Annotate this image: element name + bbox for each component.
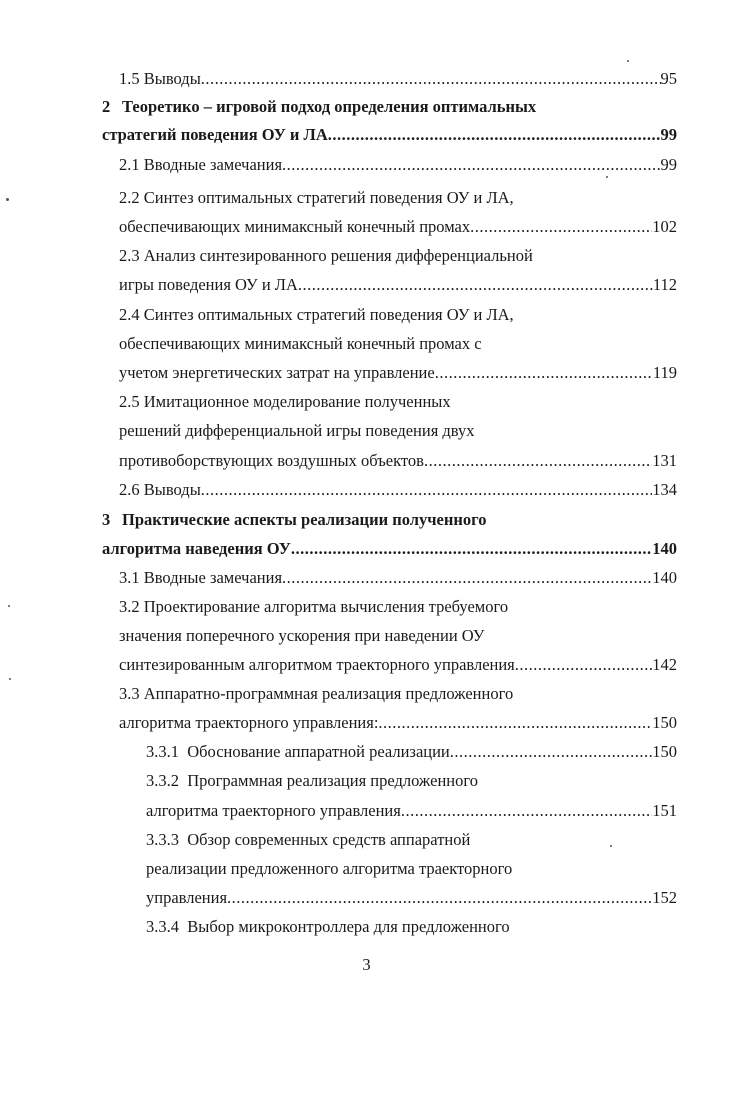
toc-leader-dots	[282, 563, 652, 593]
toc-entry-title: алгоритма траекторного управления	[146, 801, 401, 820]
toc-leader-dots	[401, 796, 652, 826]
toc-leader-dots	[227, 883, 652, 913]
toc-entry-title: 3.3.2 Программная реализация предложенного	[146, 771, 478, 790]
toc-entry-line	[119, 300, 677, 330]
toc-entry	[119, 708, 677, 738]
toc-chapter-number: 3	[102, 510, 111, 529]
toc-entry-line	[119, 183, 677, 213]
toc-leader-dots	[201, 475, 652, 505]
toc-entry-title: противоборствующих воздушных объектов	[119, 451, 424, 470]
toc-entry-title: алгоритма траекторного управления:	[119, 713, 379, 732]
toc-entry-page: 134	[652, 480, 677, 499]
toc-entry-line	[119, 592, 677, 622]
toc-entry	[146, 796, 677, 826]
toc-leader-dots	[515, 650, 652, 680]
scan-speck	[9, 678, 11, 680]
toc-entry	[146, 883, 677, 913]
toc-entry-page: 119	[652, 363, 677, 382]
scan-speck	[6, 198, 9, 201]
toc-entry	[119, 150, 677, 180]
toc-entry-page: 99	[660, 125, 677, 144]
toc-chapter-number: 2	[102, 97, 111, 116]
toc-leader-dots	[298, 270, 653, 300]
toc-entry-title: 3.1 Вводные замечания	[119, 568, 283, 587]
toc-leader-dots	[201, 64, 661, 94]
toc-entry-line	[119, 416, 677, 446]
toc-entry	[102, 120, 677, 150]
toc-leader-dots	[282, 150, 660, 180]
toc-entry-line	[146, 766, 677, 796]
toc-entry-title: 3.3 Аппаратно-программная реализация предложенного	[119, 684, 514, 703]
toc-entry-page: 102	[652, 217, 677, 236]
toc-entry-title: 2.3 Анализ синтезированного решения дифференциальной	[119, 246, 533, 265]
toc-entry	[119, 270, 677, 300]
toc-entry	[119, 64, 677, 94]
page-number: 3	[362, 955, 371, 974]
toc-entry-title: значения поперечного ускорения при наведении ОУ	[119, 626, 485, 645]
toc-entry-title: 1.5 Выводы	[119, 69, 201, 88]
toc-entry	[119, 358, 677, 388]
toc-entry	[119, 563, 677, 593]
toc-entry-line	[119, 679, 677, 709]
toc-entry-title: 3.2 Проектирование алгоритма вычисления требуемого	[119, 597, 509, 616]
toc-entry-line	[146, 854, 677, 884]
toc-leader-dots	[470, 212, 652, 242]
toc-entry-title: 3.3.1 Обоснование аппаратной реализации	[146, 742, 450, 761]
toc-entry-title: обеспечивающих минимаксный конечный промах	[119, 217, 471, 236]
toc-leader-dots	[450, 737, 652, 767]
toc-entry-page: 112	[652, 275, 677, 294]
toc-entry-title: учетом энергетических затрат на управление	[119, 363, 435, 382]
scan-speck	[610, 845, 612, 847]
toc-entry-line	[119, 387, 677, 417]
toc-entry	[119, 475, 677, 505]
toc-entry-title: 2.6 Выводы	[119, 480, 201, 499]
toc-entry-page: 131	[652, 451, 677, 470]
toc-entry	[119, 212, 677, 242]
toc-chapter-heading	[102, 92, 677, 122]
toc-entry	[146, 737, 677, 767]
scan-speck	[627, 60, 629, 62]
toc-entry-page: 95	[660, 69, 677, 88]
toc-entry-title: обеспечивающих минимаксный конечный промах с	[119, 334, 482, 353]
toc-leader-dots	[378, 708, 652, 738]
toc-entry-title: 2.2 Синтез оптимальных стратегий поведения ОУ и ЛА,	[119, 188, 514, 207]
toc-entry-line	[146, 825, 677, 855]
toc-entry	[119, 650, 677, 680]
toc-entry-title: 3.3.4 Выбор микроконтроллера для предложенного	[146, 917, 510, 936]
scan-speck	[606, 176, 608, 178]
toc-leader-dots	[328, 120, 661, 150]
toc-entry	[119, 446, 677, 476]
toc-entry-title: реализации предложенного алгоритма траекторного	[146, 859, 513, 878]
toc-entry-page: 150	[652, 742, 677, 761]
toc-entry-page: 140	[652, 539, 677, 558]
toc-entry-page: 140	[652, 568, 677, 587]
toc-entry-title: 3.3.3 Обзор современных средств аппаратной	[146, 830, 471, 849]
toc-entry-page: 99	[660, 155, 677, 174]
toc-entry-title: алгоритма наведения ОУ	[102, 539, 291, 558]
scan-speck	[8, 605, 10, 607]
toc-leader-dots	[435, 358, 653, 388]
toc-chapter-heading	[102, 505, 677, 535]
toc-entry-title: управления	[146, 888, 228, 907]
toc-entry-page: 151	[652, 801, 677, 820]
toc-entry-title: 2.5 Имитационное моделирование полученных	[119, 392, 451, 411]
toc-entry-title: Практические аспекты реализации полученного	[122, 510, 487, 529]
toc-entry-title: синтезированным алгоритмом траекторного управления	[119, 655, 515, 674]
toc-entry-title: игры поведения ОУ и ЛА	[119, 275, 298, 294]
toc-entry-title: Теоретико – игровой подход определения оптимальных	[122, 97, 537, 116]
toc-leader-dots	[291, 534, 652, 564]
toc-entry-title: 2.4 Синтез оптимальных стратегий поведения ОУ и ЛА,	[119, 305, 514, 324]
toc-entry	[102, 534, 677, 564]
toc-entry-page: 152	[652, 888, 677, 907]
toc-entry-line	[119, 241, 677, 271]
toc-entry-line	[146, 912, 677, 942]
toc-entry-title: решений дифференциальной игры поведения двух	[119, 421, 475, 440]
toc-entry-line	[119, 621, 677, 651]
toc-entry-page: 142	[652, 655, 677, 674]
toc-leader-dots	[424, 446, 652, 476]
toc-entry-title: 2.1 Вводные замечания	[119, 155, 283, 174]
toc-entry-title: стратегий поведения ОУ и ЛА	[102, 125, 328, 144]
toc-entry-page: 150	[652, 713, 677, 732]
toc-entry-line	[119, 329, 677, 359]
